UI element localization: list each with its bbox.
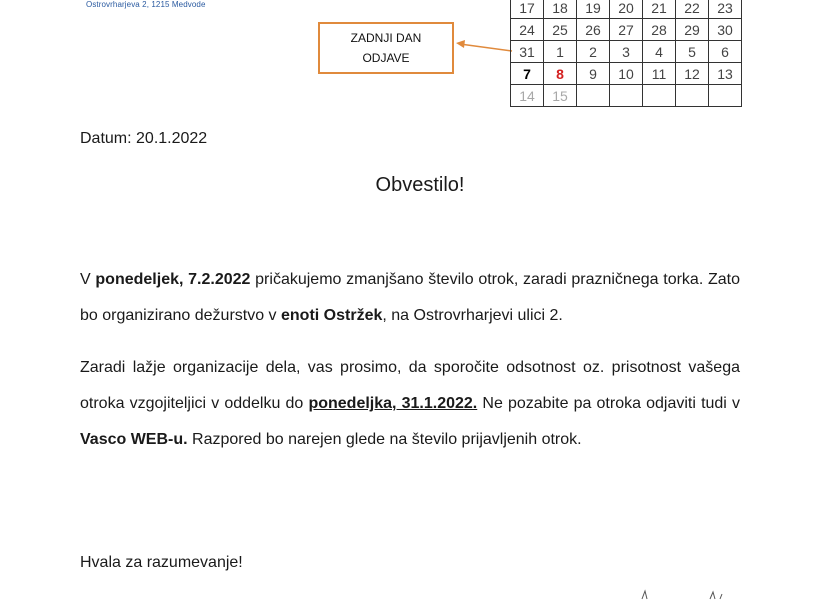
- calendar-day-cell: 27: [610, 19, 643, 41]
- calendar-day-cell: [676, 85, 709, 107]
- p2-bold-deadline: ponedeljka, 31.1.2022.: [308, 395, 478, 412]
- calendar-day-cell: [610, 85, 643, 107]
- calendar-day-cell: 24: [511, 19, 544, 41]
- calendar-day-cell: 29: [676, 19, 709, 41]
- calendar-day-cell: 2: [577, 41, 610, 63]
- calendar-day-cell: [643, 85, 676, 107]
- p2-text-1: Zaradi lažje organizacije dela, vas prosimo, da sporočite odsotnost oz. prisotnost vašega otroka vzgojiteljici v oddelku do: [80, 359, 740, 412]
- calendar-day-cell: 22: [676, 0, 709, 19]
- calendar-day-cell: [709, 85, 742, 107]
- calendar-row: [511, 19, 742, 41]
- deadline-callout: [318, 22, 454, 74]
- closing-thanks: Hvala za razumevanje!: [80, 554, 243, 571]
- calendar-day-cell: 1: [544, 41, 577, 63]
- header-address: Ostrovrharjeva 2, 1215 Medvode: [86, 0, 206, 9]
- calendar-day-cell: 8: [544, 63, 577, 85]
- paragraph-2: [80, 350, 740, 458]
- calendar-day-cell: [577, 85, 610, 107]
- calendar-day-cell: 18: [544, 0, 577, 19]
- paragraph-1: [80, 262, 740, 334]
- calendar-row: [511, 85, 742, 107]
- calendar-row: [511, 63, 742, 85]
- p1-text-2: pričakujemo zmanjšano število otrok, zaradi prazničnega torka. Zato bo organizirano dežurstvo v: [80, 271, 741, 324]
- calendar-day-cell: 10: [610, 63, 643, 85]
- p1-bold-unit: enoti Ostržek: [281, 307, 383, 324]
- calendar-day-cell: 4: [643, 41, 676, 63]
- calendar-day-cell: 17: [511, 0, 544, 19]
- calendar-day-cell: 5: [676, 41, 709, 63]
- p1-bold-date: ponedeljek, 7.2.2022: [95, 271, 251, 288]
- calendar-day-cell: 6: [709, 41, 742, 63]
- calendar-day-cell: 12: [676, 63, 709, 85]
- calendar-day-cell: 20: [610, 0, 643, 19]
- calendar-day-cell: 7: [511, 63, 544, 85]
- calendar-row: [511, 0, 742, 19]
- callout-line-1: ZADNJI DAN: [350, 31, 422, 45]
- calendar-day-cell: 9: [577, 63, 610, 85]
- p2-text-3: Razpored bo narejen glede na število prijavljenih otrok.: [187, 431, 582, 448]
- calendar-day-cell: 13: [709, 63, 742, 85]
- callout-arrow-icon: [456, 36, 514, 56]
- calendar-day-cell: 31: [511, 41, 544, 63]
- p1-text-1: V: [80, 271, 96, 288]
- calendar-day-cell: 28: [643, 19, 676, 41]
- calendar-day-cell: 3: [610, 41, 643, 63]
- p2-text-2: Ne pozabite pa otroka odjaviti tudi v: [477, 395, 741, 412]
- document-title: Obvestilo!: [375, 174, 465, 196]
- callout-line-2: ODJAVE: [362, 51, 410, 65]
- calendar-day-cell: 15: [544, 85, 577, 107]
- calendar-day-cell: 11: [643, 63, 676, 85]
- calendar-day-cell: 19: [577, 0, 610, 19]
- calendar-day-cell: 26: [577, 19, 610, 41]
- calendar-day-cell: 30: [709, 19, 742, 41]
- signature-mark-icon: [640, 588, 730, 600]
- document-date: Datum: 20.1.2022: [80, 130, 208, 147]
- p1-text-3: , na Ostrovrharjevi ulici 2.: [382, 307, 563, 324]
- p2-bold-vasco: Vasco WEB-u.: [80, 431, 188, 448]
- calendar-day-cell: 25: [544, 19, 577, 41]
- calendar-day-cell: 21: [643, 0, 676, 19]
- calendar-day-cell: 14: [511, 85, 544, 107]
- calendar-table: [510, 0, 742, 107]
- calendar-row: [511, 41, 742, 63]
- calendar-day-cell: 23: [709, 0, 742, 19]
